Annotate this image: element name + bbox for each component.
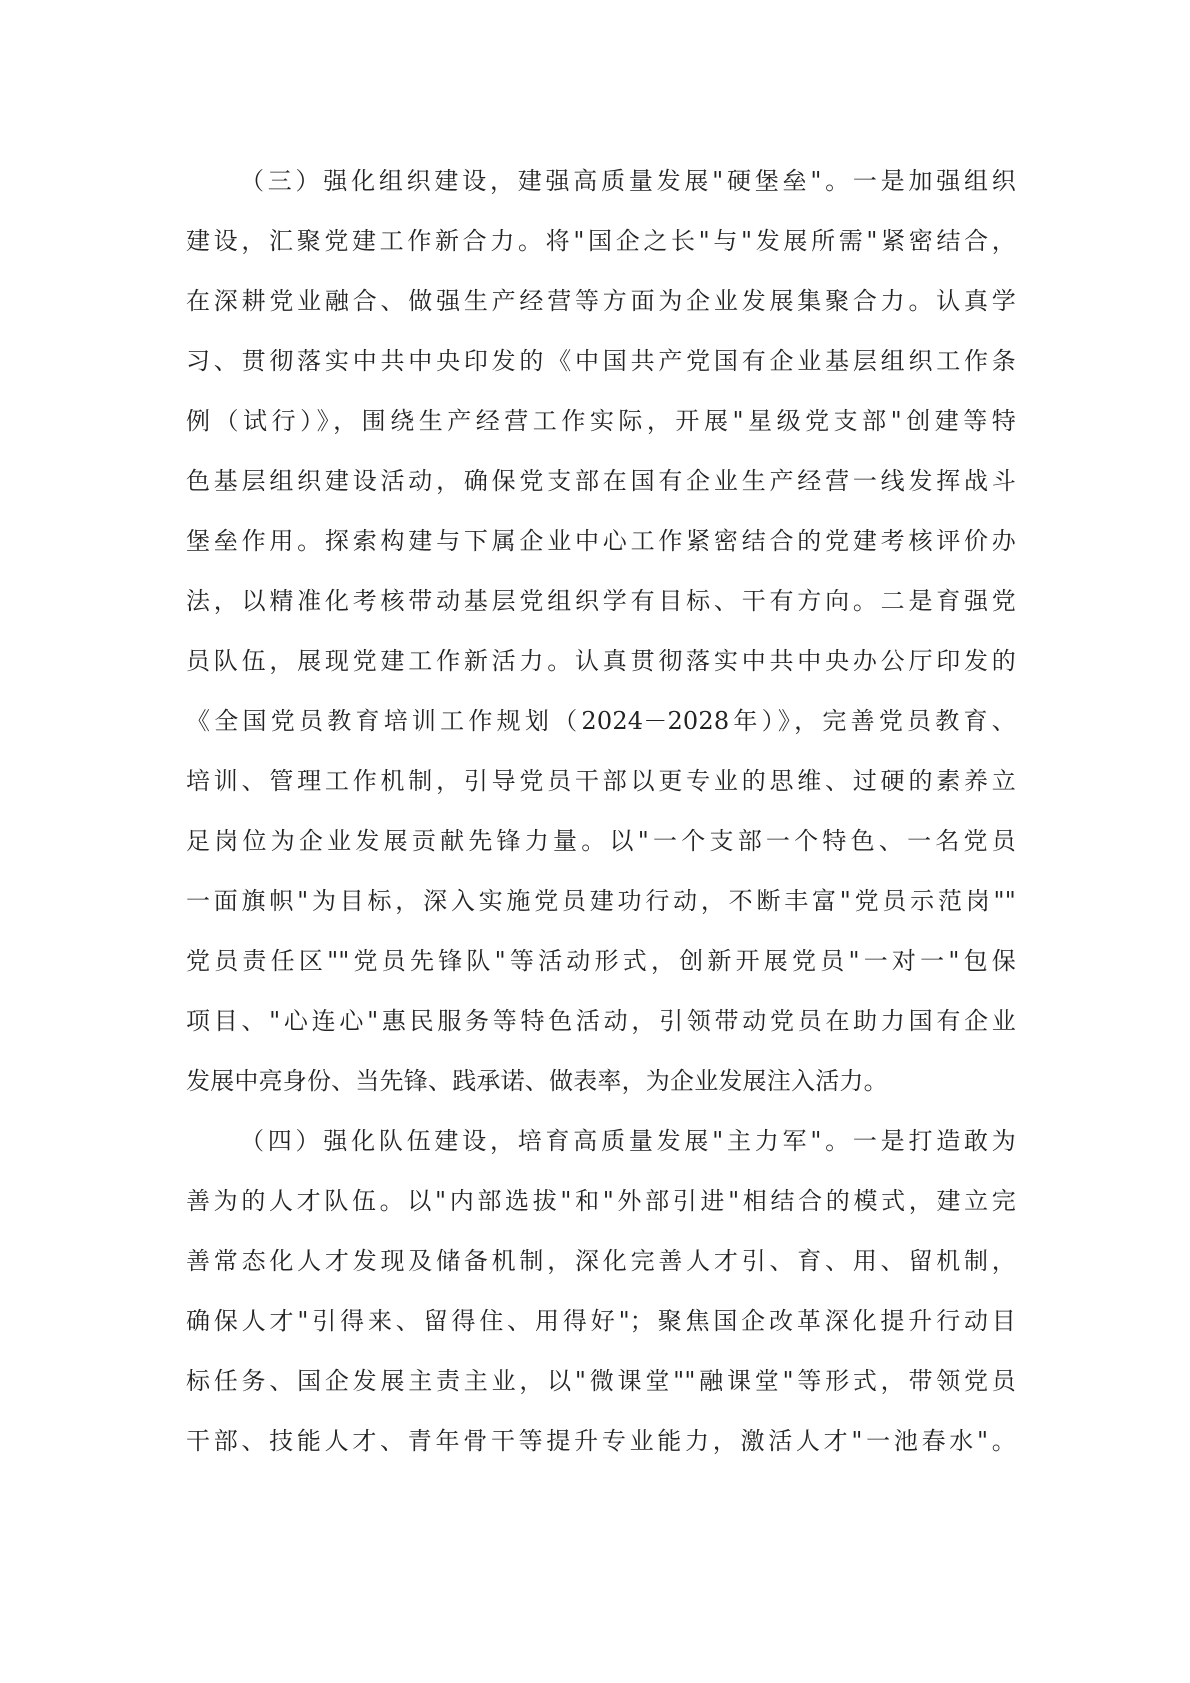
- text-line: 干部、技能人才、青年骨干等提升专业能力，激活人才"一池春水"。: [186, 1427, 1016, 1455]
- text-line: 党员责任区""党员先锋队"等活动形式，创新开展党员"一对一"包保: [186, 947, 1016, 975]
- text-line: 建设，汇聚党建工作新合力。将"国企之长"与"发展所需"紧密结合，: [186, 227, 1016, 255]
- text-line: 发展中亮身份、当先锋、践承诺、做表率，为企业发展注入活力。: [186, 1067, 888, 1095]
- text-line: 《全国党员教育培训工作规划（2024－2028年）》，完善党员教育、: [186, 707, 1016, 735]
- text-line: 在深耕党业融合、做强生产经营等方面为企业发展集聚合力。认真学: [186, 287, 1016, 315]
- text-line: 培训、管理工作机制，引导党员干部以更专业的思维、过硬的素养立: [186, 767, 1016, 795]
- document-body: [186, 151, 1016, 1471]
- paragraph-section-4: [186, 1111, 1016, 1471]
- text-line: 确保人才"引得来、留得住、用得好"；聚焦国企改革深化提升行动目: [186, 1307, 1016, 1335]
- text-line: 一面旗帜"为目标，深入实施党员建功行动，不断丰富"党员示范岗"": [186, 887, 1016, 915]
- text-line: 例（试行）》，围绕生产经营工作实际，开展"星级党支部"创建等特: [186, 407, 1016, 435]
- text-line: （四）强化队伍建设，培育高质量发展"主力军"。一是打造敢为: [240, 1127, 1016, 1155]
- paragraph-section-3: [186, 151, 1016, 1111]
- text-line: （三）强化组织建设，建强高质量发展"硬堡垒"。一是加强组织: [240, 167, 1016, 195]
- text-line: 标任务、国企发展主责主业，以"微课堂""融课堂"等形式，带领党员: [186, 1367, 1016, 1395]
- text-line: 堡垒作用。探索构建与下属企业中心工作紧密结合的党建考核评价办: [186, 527, 1016, 555]
- text-line: 善为的人才队伍。以"内部选拔"和"外部引进"相结合的模式，建立完: [186, 1187, 1016, 1215]
- text-line: 足岗位为企业发展贡献先锋力量。以"一个支部一个特色、一名党员: [186, 827, 1016, 855]
- text-line: 员队伍，展现党建工作新活力。认真贯彻落实中共中央办公厅印发的: [186, 647, 1016, 675]
- text-line: 善常态化人才发现及储备机制，深化完善人才引、育、用、留机制，: [186, 1247, 1016, 1275]
- text-line: 习、贯彻落实中共中央印发的《中国共产党国有企业基层组织工作条: [186, 347, 1016, 375]
- text-line: 法，以精准化考核带动基层党组织学有目标、干有方向。二是育强党: [186, 587, 1016, 615]
- text-line: 色基层组织建设活动，确保党支部在国有企业生产经营一线发挥战斗: [186, 467, 1016, 495]
- text-line: 项目、"心连心"惠民服务等特色活动，引领带动党员在助力国有企业: [186, 1007, 1016, 1035]
